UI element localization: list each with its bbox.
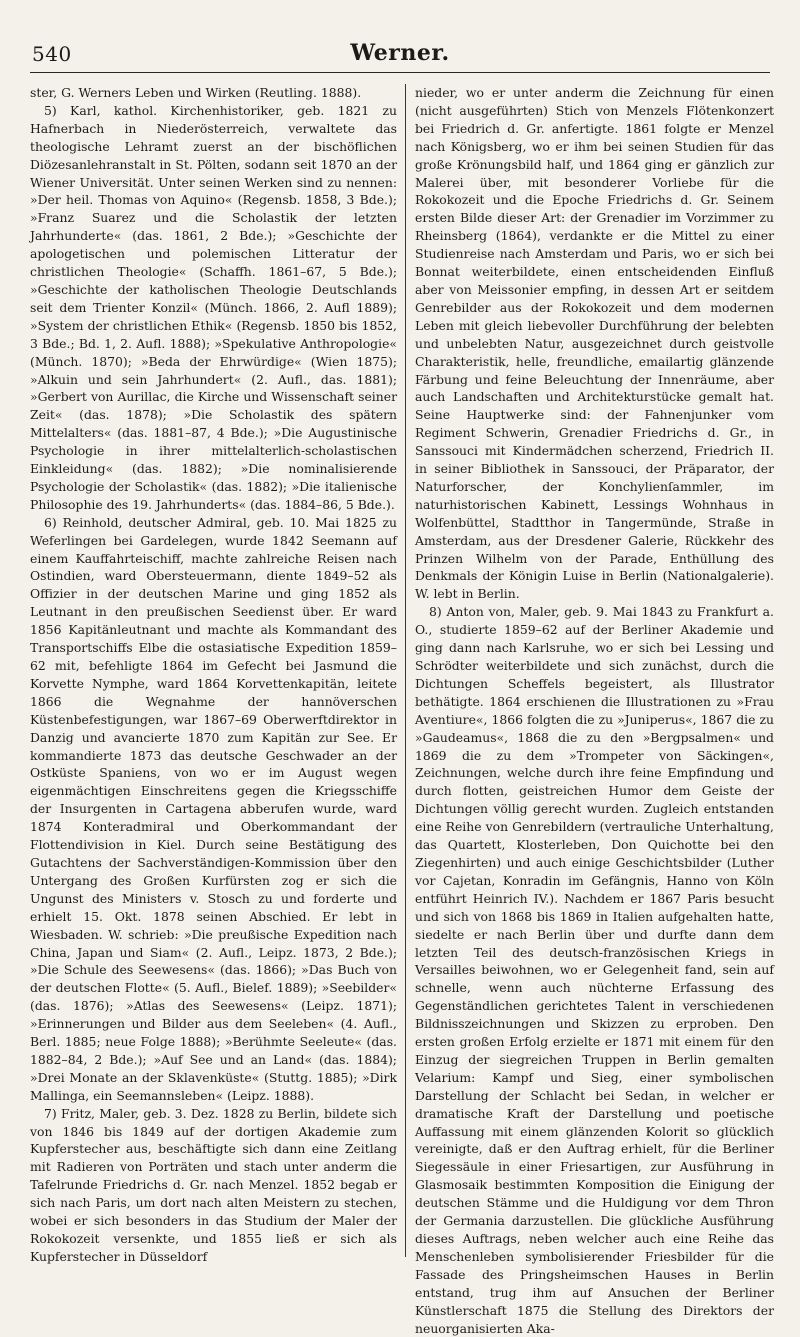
- page-header: [30, 40, 770, 73]
- page-number: 540: [32, 42, 72, 66]
- text-columns: [30, 84, 774, 1336]
- entry-6-reinhold: 6) Reinhold, deutscher Admiral, geb. 10. Mai 1825 zu Weferlingen bei Gardelegen, wurde 1842 Seemann auf einem Kauffahrteischiff, machte zahlreiche Reisen nach Ostindien, ward Obersteuermann, diente 1849–52 als Offizier in der deutschen Marine und ging 1852 als Leutnant in den preußischen Seedienst über. Er ward 1856 Kapitänleutnant und machte als Kommandant des Transportschiffs Elbe die ostasiatische Expedition 1859–62 mit, befehligte 1864 im Gefecht bei Jasmund die Korvette Nymphe, ward 1864 Korvettenkapitän, leitete 1866 die Wegnahme der hannöverschen Küstenbefestigungen, war 1867–69 Oberwerftdirektor in Danzig und avancierte 1870 zum Kapitän zur See. Er kommandierte 1873 das deutsche Geschwader an der Ostküste Spaniens, von wo er im August wegen eigenmächtigen Einschreitens gegen die Kriegsschiffe der Insurgenten in Cartagena abberufen wurde, ward 1874 Konteradmiral und Oberkommandant der Flottendivision in Kiel. Durch seine Bestätigung des Gutachtens der Sachverständigen-Kommission über den Untergang des Großen Kurfürsten zog er sich die Ungunst des Ministers v. Stosch zu und forderte und erhielt 15. Okt. 1878 seinen Abschied. Er lebt in Wiesbaden. W. schrieb: »Die preußische Expedition nach China, Japan und Siam« (2. Aufl., Leipz. 1873, 2 Bde.); »Die Schule des Seewesens« (das. 1866); »Das Buch von der deutschen Flotte« (5. Aufl., Bielef. 1889); »Seebilder« (das. 1876); »Atlas des Seewesens« (Leipz. 1871); »Erinnerungen und Bilder aus dem Seeleben« (4. Aufl., Berl. 1885; neue Folge 1888); »Berühmte Seeleute« (das. 1882–84, 2 Bde.); »Auf See und an Land« (das. 1884); »Drei Monate an der Sklavenküste« (Stuttg. 1885); »Dirk Mallinga, ein Seemannsleben« (Leipz. 1888).: [30, 514, 397, 1103]
- paragraph-continuation: ster, G. Werners Leben und Wirken (Reutling. 1888).: [30, 85, 362, 100]
- entry-7-fritz: 7) Fritz, Maler, geb. 3. Dez. 1828 zu Berlin, bildete sich von 1846 bis 1849 auf der dortigen Akademie zum Kupferstecher aus, beschäftigte sich dann eine Zeitlang mit Radieren von Porträten und stach unter anderm die Tafelrunde Friedrichs d. Gr. nach Menzel. 1852 begab er sich nach Paris, um dort nach alten Meistern zu stechen, wobei er sich besonders in das Studium der Maler der Rokokozeit versenkte, und 1855 ließ er sich als Kupferstecher in Düsseldorf: [30, 1105, 397, 1264]
- entry-5-karl: 5) Karl, kathol. Kirchenhistoriker, geb. 1821 zu Hafnerbach in Niederösterreich, verwaltete das theologische Lehramt zuerst an der bischöflichen Diözesanlehranstalt in St. Pölten, sodann seit 1870 an der Wiener Universität. Unter seinen Werken sind zu nennen: »Der heil. Thomas von Aquino« (Regensb. 1858, 3 Bde.); »Franz Suarez und die Scholastik der letzten Jahrhunderte« (das. 1861, 2 Bde.); »Geschichte der apologetischen und polemischen Litteratur der christlichen Theologie« (Schaffh. 1861–67, 5 Bde.); »Geschichte der katholischen Theologie Deutschlands seit dem Trienter Konzil« (Münch. 1866, 2. Aufl 1889); »System der christlichen Ethik« (Regensb. 1850 bis 1852, 3 Bde.; Bd. 1, 2. Aufl. 1888); »Spekulative Anthropologie« (Münch. 1870); »Beda der Ehrwürdige« (Wien 1875); »Alkuin und sein Jahrhundert« (2. Aufl., das. 1881); »Gerbert von Aurillac, die Kirche und Wissenschaft seiner Zeit« (das. 1878); »Die Scholastik des spätern Mittelalters« (das. 1881–87, 4 Bde.); »Die Augustinische Psychologie in ihrer mittelalterlich-scholastischen Einkleidung« (das. 1882); »Die nominalisierende Psychologie der Scholastik« (das. 1882); »Die italienische Philosophie des 19. Jahrhunderts« (das. 1884–86, 5 Bde.).: [30, 102, 397, 512]
- left-column: [30, 84, 397, 1264]
- entry-8-anton: 8) Anton von, Maler, geb. 9. Mai 1843 zu Frankfurt a. O., studierte 1859–62 auf der Berliner Akademie und ging dann nach Karlsruhe, wo er sich bei Lessing und Schrödter weiterbildete und sich zunächst, durch die Dichtungen Scheffels begeistert, als Illustrator bethätigte. 1864 erschienen die Illustrationen zu »Frau Aventiure«, 1866 folgten die zu »Juniperus«, 1867 die zu »Gaudeamus«, 1868 die zu den »Bergpsalmen« und 1869 die zu dem »Trompeter von Säckingen«, Zeichnungen, welche durch ihre feine Empfindung und durch flotten, geistreichen Humor dem Geiste der Dichtungen völlig gerecht wurden. Zugleich entstanden eine Reihe von Genrebildern (vertrauliche Unterhaltung, das Quartett, Klosterleben, Don Quichotte bei den Ziegenhirten) und auch einige Geschichtsbilder (Luther vor Cajetan, Konradin im Gefängnis, Hanno von Köln entführt Heinrich IV.). Nachdem er 1867 Paris besucht und sich von 1868 bis 1869 in Italien aufgehalten hatte, siedelte er nach Berlin über und durfte dann dem letzten Teil des deutsch-französischen Kriegs in Versailles beiwohnen, wo er Gelegenheit fand, sein auf schnelle, wenn auch nüchterne Erfassung des Gegenständlichen gerichtetes Talent in verschiedenen Bildnisszeichnungen und Skizzen zu erproben. Den ersten großen Erfolg erzielte er 1871 mit einem für den Einzug der siegreichen Truppen in Berlin gemalten Velarium: Kampf und Sieg, einer symbolischen Darstellung der Schlacht bei Sedan, in welcher er dramatische Kraft der Darstellung und poetische Auffassung mit einem glänzenden Kolorit so glücklich vereinigte, daß er den Auftrag erhielt, für die Berliner Siegessäule in einer Friesartigen, zur Ausführung in Glasmosaik bestimmten Komposition die Einigung der deutschen Stämme und die Huldigung vor dem Thron der Germania darzustellen. Die glückliche Ausführung dieses Auftrags, neben welcher auch eine Reihe das Menschenleben symbolisierender Friesbilder für die Fassade des Pringsheimschen Hauses in Berlin entstand, trug ihm auf Ansuchen der Berliner Künstlerschaft 1875 die Stellung des Direktors der neuorganisierten Aka-: [415, 604, 774, 1336]
- column-divider: [397, 84, 415, 1257]
- paragraph-continuation: nieder, wo er unter anderm die Zeichnung für einen (nicht ausgeführten) Stich von Menzels Flötenkonzert bei Friedrich d. Gr. anfertigte. 1861 folgte er Menzel nach Königsberg, wo er ihm bei seinen Studien für das große Krönungsbild half, und 1864 ging er gänzlich zur Malerei über, mit besonderer Vorliebe für die Rokokozeit und die Epoche Friedrichs d. Gr. Seinem ersten Bilde dieser Art: der Grenadier im Vorzimmer zu Rheinsberg (1864), verdankte er die Mittel zu einer Studienreise nach Amsterdam und Paris, wo er sich bei Bonnat weiterbildete, einen entscheidenden Einfluß aber von Meissonier empfing, in dessen Art er seitdem Genrebilder aus der Rokokozeit und dem modernen Leben mit gleich liebevoller Durchführung der belebten und unbelebten Natur, ausgezeichnet durch geistvolle Charakteristik, helle, freundliche, emailartig glänzende Färbung und feine Beleuchtung der Innenräume, aber auch Landschaften und Architekturstücke gemalt hat. Seine Hauptwerke sind: der Fahnenjunker vom Regiment Schwerin, Grenadier Friedrichs d. Gr., in Sanssouci mit Kindermädchen scherzend, Friedrich II. in seiner Bibliothek in Sanssouci, der Präparator, der Naturforscher, der Konchylienſammler, im naturhistorischen Kabinett, Lessings Wohnhaus in Wolfenbüttel, Stadtthor in Tangermünde, Straße in Amsterdam, aus der Dresdener Galerie, Rückkehr des Prinzen Wilhelm von der Parade, Enthüllung des Denkmals der Königin Luise in Berlin (Nationalgalerie). W. lebt in Berlin.: [415, 85, 774, 602]
- running-head: Werner.: [350, 40, 450, 66]
- right-column: [415, 84, 774, 1336]
